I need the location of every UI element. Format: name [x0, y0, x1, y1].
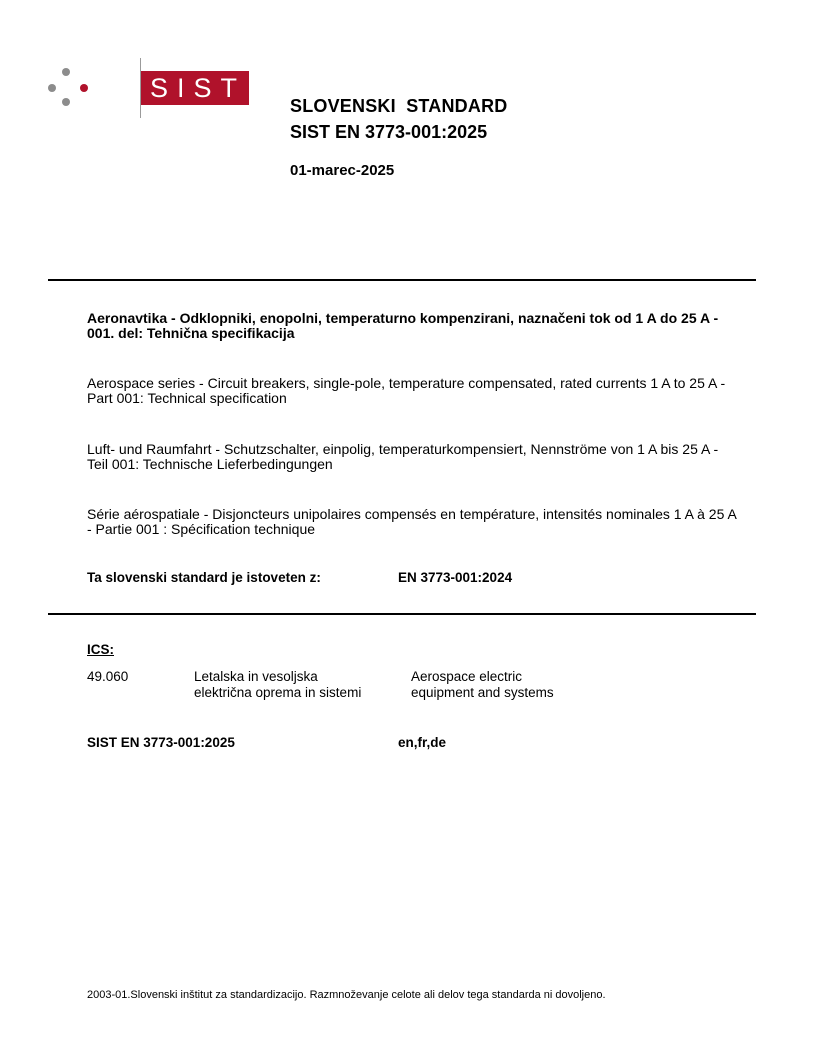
- identical-label: Ta slovenski standard je istoveten z:: [87, 570, 321, 585]
- sist-logo-text: SIST: [141, 71, 249, 105]
- title-french: Série aérospatiale - Disjoncteurs unipolaires compensés en température, intensités nominales 1 A à 25 A - Partie 001 : Spécification technique: [87, 506, 737, 537]
- footer-languages: en,fr,de: [398, 735, 447, 750]
- top-divider: [48, 279, 756, 281]
- sist-logo: [46, 60, 247, 120]
- logo-divider: [140, 58, 141, 118]
- ics-code: 49.060: [87, 669, 129, 684]
- bottom-divider: [48, 613, 756, 615]
- publication-date: 01-marec-2025: [290, 162, 395, 179]
- identical-value: EN 3773-001:2024: [398, 570, 513, 585]
- ics-description-sl: Letalska in vesoljska električna oprema in sistemi: [194, 669, 362, 700]
- ics-description-en: Aerospace electric equipment and systems: [411, 669, 554, 700]
- standard-type: SLOVENSKI STANDARD: [290, 96, 508, 116]
- title-english: Aerospace series - Circuit breakers, single-pole, temperature compensated, rated currents 1 A to 25 A - Part 001: Technical specification: [87, 375, 726, 406]
- standard-number: SIST EN 3773-001:2025: [290, 122, 488, 142]
- copyright-notice: 2003-01.Slovenski inštitut za standardizacijo. Razmnoževanje celote ali delov tega standarda ni dovoljeno.: [87, 989, 606, 1001]
- title-slovenian: Aeronavtika - Odklopniki, enopolni, temperaturno kompenzirani, naznačeni tok od 1 A do 25 A - 001. del: Tehnična specifikacija: [87, 310, 719, 341]
- ics-label: ICS:: [87, 642, 114, 657]
- title-german: Luft- und Raumfahrt - Schutzschalter, einpolig, temperaturkompensiert, Nennströme von 1 A bis 25 A - Teil 001: Technische Lieferbedingungen: [87, 441, 719, 472]
- footer-standard-number: SIST EN 3773-001:2025: [87, 735, 235, 750]
